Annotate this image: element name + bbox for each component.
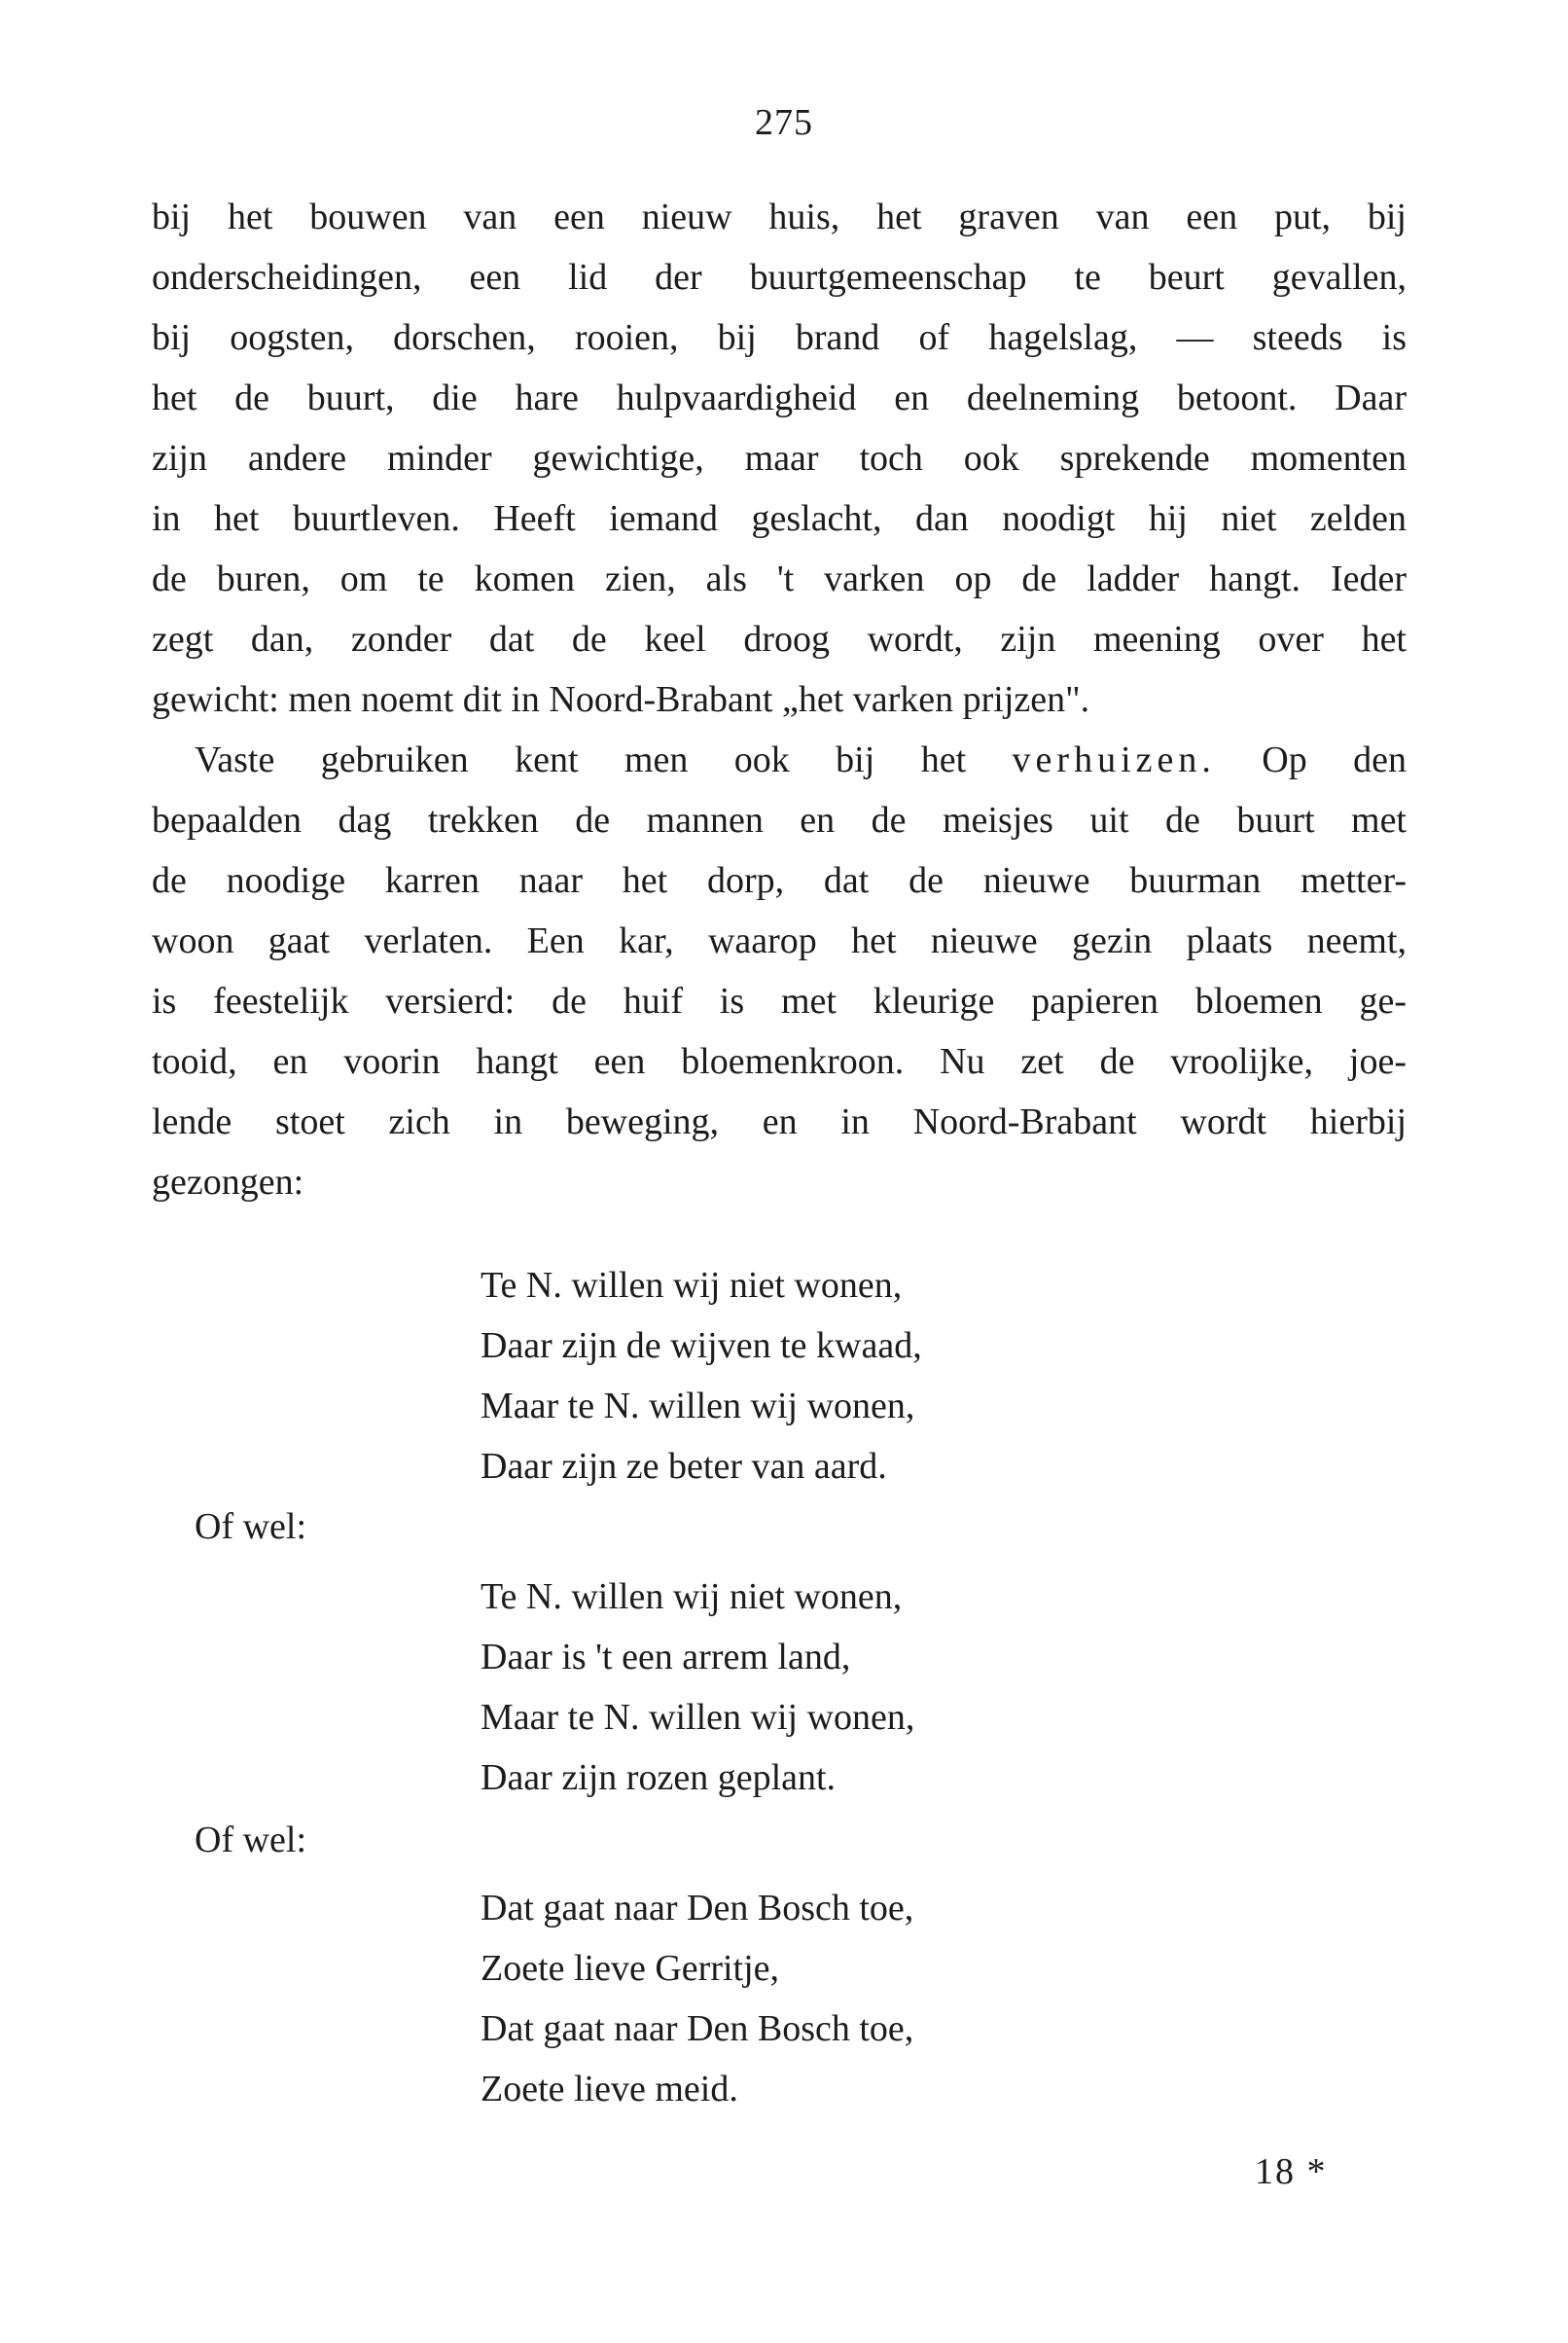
spaced-word: verhuizen. xyxy=(1012,739,1216,780)
verse-line: Zoete lieve Gerritje, xyxy=(481,1948,780,1989)
verse-line: Maar te N. willen wij wonen, xyxy=(481,1386,915,1426)
verse-line: Dat gaat naar Den Bosch toe, xyxy=(481,2008,914,2049)
text-line: is feestelijk versierd: de huif is met kleurige papieren bloemen ge- xyxy=(152,981,1407,1022)
verse-line: Daar zijn de wijven te kwaad, xyxy=(481,1325,922,1366)
text-line: zijn andere minder gewichtige, maar toch ook sprekende momenten xyxy=(152,438,1407,479)
text-line: onderscheidingen, een lid der buurtgemeenschap te beurt gevallen, xyxy=(152,257,1407,298)
of-wel-label: Of wel: xyxy=(195,1506,307,1547)
of-wel-label: Of wel: xyxy=(195,1820,307,1860)
verse-line: Daar is 't een arrem land, xyxy=(481,1637,851,1677)
song-stanza-2 xyxy=(481,1567,914,1808)
text-line: bepaalden dag trekken de mannen en de meisjes uit de buurt met xyxy=(152,800,1407,841)
verse-line: Zoete lieve meid. xyxy=(481,2069,738,2109)
text-line: de noodige karren naar het dorp, dat de nieuwe buurman metter- xyxy=(152,860,1407,901)
text-line: tooid, en voorin hangt een bloemenkroon. Nu zet de vroolijke, joe- xyxy=(152,1041,1407,1082)
text-line: gewicht: men noemt dit in Noord-Brabant „het varken prijzen". xyxy=(152,679,1090,720)
text-line: het de buurt, die hare hulpvaardigheid en deelneming betoont. Daar xyxy=(152,378,1407,418)
song-stanza-3 xyxy=(481,1878,913,2119)
text-line: woon gaat verlaten. Een kar, waarop het nieuwe gezin plaats neemt, xyxy=(152,920,1407,961)
verse-line: Dat gaat naar Den Bosch toe, xyxy=(481,1888,914,1928)
text-line: lende stoet zich in beweging, en in Noord-Brabant wordt hierbij xyxy=(152,1101,1407,1142)
paragraph-2 xyxy=(152,730,1407,1212)
verse-line: Maar te N. willen wij wonen, xyxy=(481,1697,915,1738)
verse-line: Daar zijn rozen geplant. xyxy=(481,1757,837,1798)
text-line: bij oogsten, dorschen, rooien, bij brand of hagelslag, — steeds is xyxy=(152,317,1407,358)
signature-mark: 18 * xyxy=(1255,2151,1328,2192)
text-line: gezongen: xyxy=(152,1162,304,1203)
verse-line: Daar zijn ze beter van aard. xyxy=(481,1446,887,1487)
text-line: zegt dan, zonder dat de keel droog wordt, zijn meening over het xyxy=(152,619,1407,660)
body-text xyxy=(152,187,1407,1212)
text-line-first xyxy=(152,730,1407,790)
text-line: in het buurtleven. Heeft iemand geslacht, dan noodigt hij niet zelden xyxy=(152,498,1407,539)
paragraph-1 xyxy=(152,187,1407,730)
verse-line: Te N. willen wij niet wonen, xyxy=(481,1265,903,1306)
page-number: 275 xyxy=(755,102,813,143)
song-stanza-1 xyxy=(481,1255,922,1496)
text-line: de buren, om te komen zien, als 't varken op de ladder hangt. Ieder xyxy=(152,559,1407,599)
text-segment: Op den xyxy=(1215,739,1407,780)
verse-line: Te N. willen wij niet wonen, xyxy=(481,1576,903,1617)
text-line: bij het bouwen van een nieuw huis, het graven van een put, bij xyxy=(152,197,1407,237)
text-segment: Vaste gebruiken kent men ook bij het xyxy=(195,739,1013,780)
